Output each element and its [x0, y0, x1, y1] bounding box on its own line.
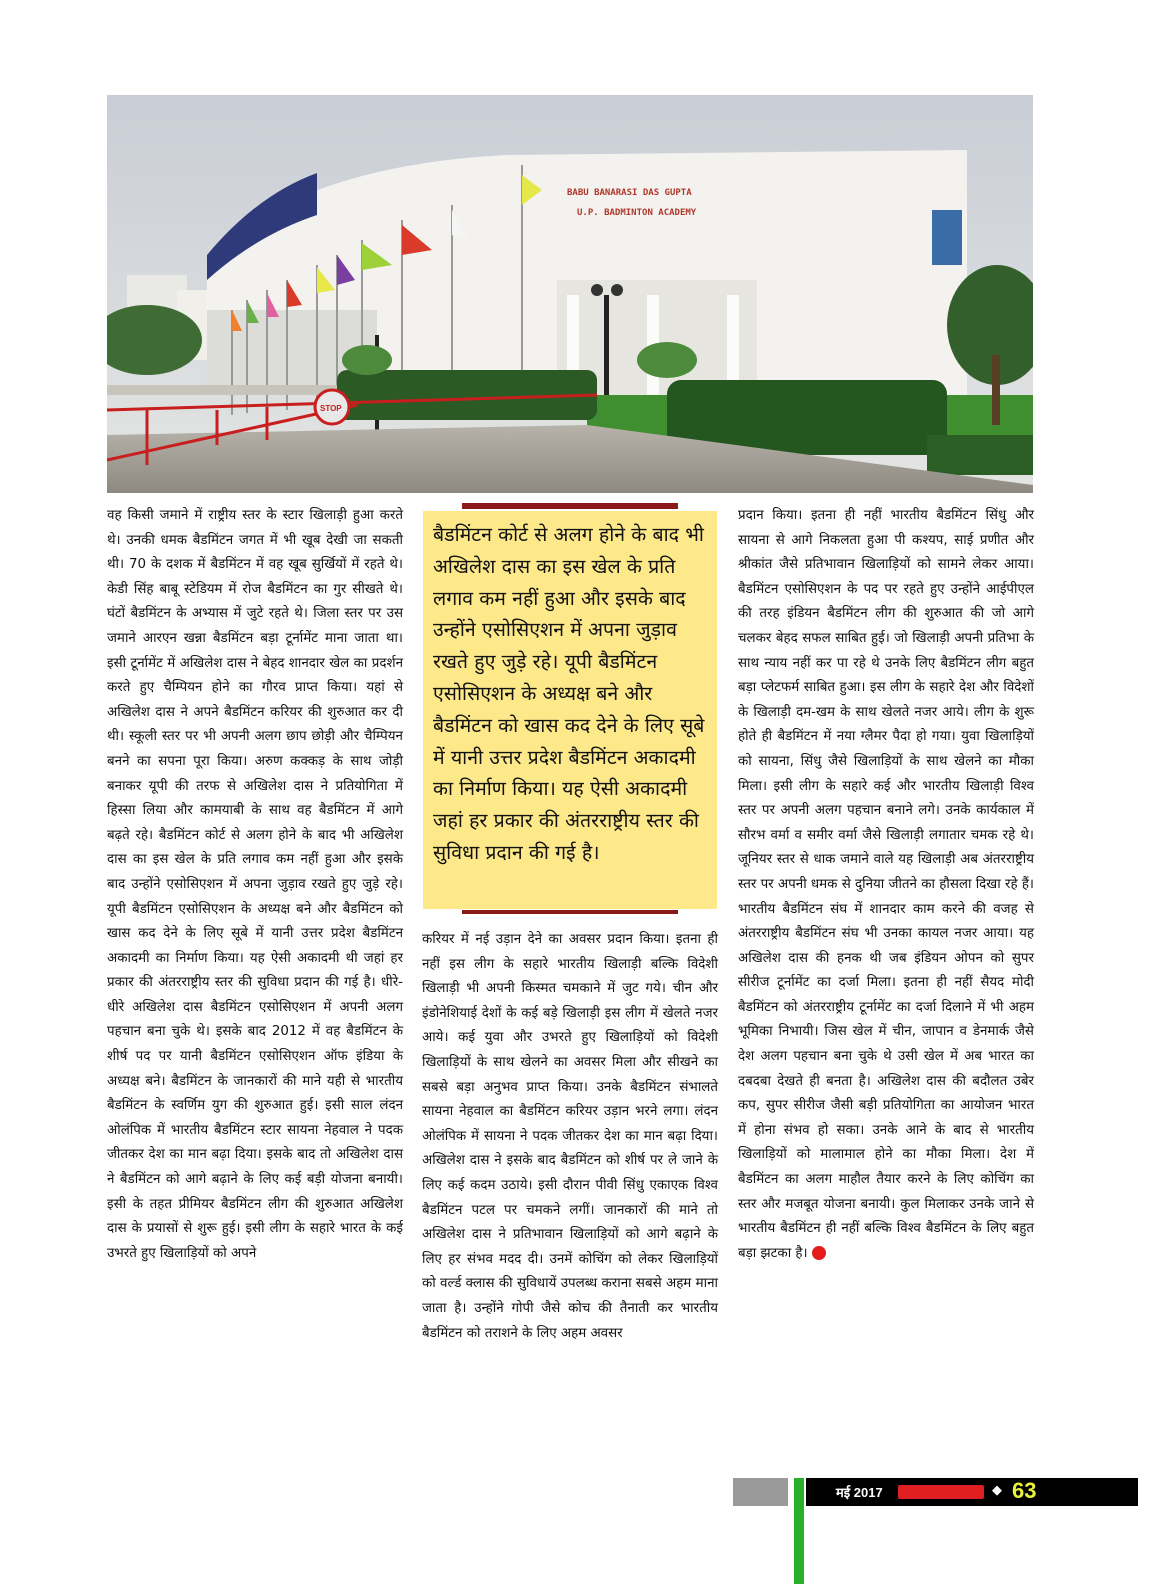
hedge	[927, 435, 1033, 475]
academy-sign-line1: BABU BANARASI DAS GUPTA	[567, 188, 692, 198]
article-text: करियर में नई उड़ान देने का अवसर प्रदान किया। इतना ही नहीं इस लीग के सहारे भारतीय खिलाड़ी बल्कि विदेशी खिलाड़ी भी अपनी किस्मत चमकाने में जुट गये। चीन और इंडोनेशियाई देशों के कई बड़े खिलाड़ी इस लीग में खेलते नजर आये। कई युवा और उभरते हुए खिलाड़ियों को विदेशी खिलाड़ियों के साथ खेलने का अवसर मिला और सीखने का सबसे बड़ा अनुभव प्राप्त किया। उनके बैडमिंटन संभालते सायना नेहवाल का बैडमिंटन करियर उड़ान भरने लगा। लंदन ओलंपिक में सायना ने पदक जीतकर देश का मान बढ़ा दिया। अखिलेश दास ने इसके बाद बैडमिंटन को शीर्ष पर ले जाने के लिए कई कदम उठाये। इसी दौरान पीवी सिंधु एकाएक विश्व बैडमिंटन पटल पर चमकने लगीं। जानकारों की माने तो अखिलेश दास ने प्रतिभावान खिलाड़ियों को आगे बढ़ाने के लिए हर संभव मदद दी। उनमें कोचिंग को लेकर खिलाड़ियों को वर्ल्ड क्लास की सुविधायें उपलब्ध कराना सबसे अहम माना जाता है। उन्होंने गोपी जैसे कोच की तैनाती कर भारतीय बैडमिंटन को तराशने के लिए अहम अवसर	[422, 932, 719, 1341]
article-text: प्रदान किया। इतना ही नहीं भारतीय बैडमिंटन सिंधु और सायना से आगे निकलता हुआ पी कश्यप, साई प्रणीत और श्रीकांत जैसे प्रतिभावान खिलाड़ियों को सामने लेकर आया। बैडमिंटन एसोसिएशन के पद पर रहते हुए उन्होंने आईपीएल की तरह इंडियन बैडमिंटन लीग की शुरुआत की जो आगे चलकर बेहद सफल साबित हुई। जो खिलाड़ी अपनी प्रतिभा के साथ न्याय नहीं कर पा रहे थे उनके लिए बैडमिंटन लीग बहुत बड़ा प्लेटफर्म साबित हुआ। इस लीग के सहारे देश और विदेशों के खिलाड़ी दम-खम के साथ खेलते नजर आये। लीग के शुरू होते ही बैडमिंटन में नया ग्लैमर पैदा हो गया। युवा खिलाड़ियों को सायना, सिंधु जैसे खिलाड़ियों के साथ खेलने का मौका मिला। इसी लीग के सहारे कई और भारतीय खिलाड़ी विश्व स्तर पर अपनी अलग पहचान बनाने लगे। उनके कार्यकाल में सौरभ वर्मा व समीर वर्मा जैसे खिलाड़ी लगातार चमक रहे थे। जूनियर स्तर से धाक जमाने वाले यह खिलाड़ी अब अंतरराष्ट्रीय स्तर पर अपनी धमक से दुनिया जीतने का हौसला दिखा रहे हैं। भारतीय बैडमिंटन संघ में शानदार काम करने की वजह से अंतरराष्ट्रीय बैडमिंटन संघ भी उनका कायल नजर आया। यह अखिलेश दास की हनक थी जब इंडियन ओपन को सुपर सीरीज टूर्नामेंट का दर्जा मिला। इतना ही नहीं सैयद मोदी बैडमिंटन को अंतरराष्ट्रीय टूर्नामेंट का दर्जा दिलाने में भी अहम भूमिका निभायी। जिस खेल में चीन, जापान व डेनमार्क जैसे देश अलग पहचान बना चुके थे उसी खेल में अब भारत का दबदबा देखते ही बनता है। अखिलेश दास की बदौलत उबेर कप, सुपर सीरीज जैसी बड़ी प्रतियोगिता का आयोजन भारत में होना संभव हो सका। उनके आने के बाद से भारतीय खिलाड़ियों को मालामाल होने का मौका मिला। देश में बैडमिंटन का अलग माहौल तैयार करने के लिए कोचिंग का स्तर और मजबूत योजना बनायी। कुल मिलाकर उनके जाने से भारतीय बैडमिंटन ही नहीं बल्कि विश्व बैडमिंटन के लिए बहुत बड़ा झटका है।	[738, 508, 1034, 1261]
article-column-3	[738, 504, 1034, 1266]
article-text: वह किसी जमाने में राष्ट्रीय स्तर के स्टार खिलाड़ी हुआ करते थे। उनकी धमक बैडमिंटन जगत में भी खूब देखी जा सकती थी। 70 के दशक में बैडमिंटन में वह खूब सुर्खियों में रहते थे। केडी सिंह बाबू स्टेडियम में रोज बैडमिंटन का गुर सीखते थे। घंटों बैडमिंटन के अभ्यास में जुटे रहते थे। जिला स्तर पर उस जमाने आरएन खन्ना बैडमिंटन बड़ा टूर्नामेंट माना जाता था। इसी टूर्नामेंट में अखिलेश दास ने बेहद शानदार खेल का प्रदर्शन करते हुए चैम्पियन होने का गौरव प्राप्त किया। यहां से अखिलेश दास ने अपने बैडमिंटन करियर की शुरुआत कर दी थी। स्कूली स्तर पर भी अपनी अलग छाप छोड़ी और चैम्पियन बनने का सपना पूरा किया। अरुण कक्कड़ के साथ जोड़ी बनाकर यूपी की तरफ से अखिलेश दास ने प्रतियोगिता में हिस्सा लिया और कामयाबी के साथ वह बैडमिंटन में आगे बढ़ते रहे। बैडमिंटन कोर्ट से अलग होने के बाद भी अखिलेश दास का इस खेल के प्रति लगाव कम नहीं हुआ और इसके बाद उन्होंने एसोसिएशन में अपना जुड़ाव रखते हुए जुड़े रहे। यूपी बैडमिंटन एसोसिएशन के अध्यक्ष बने और बैडमिंटन को खास कद देने के लिए सूबे में यानी उत्तर प्रदेश बैडमिंटन अकादमी का निर्माण किया। यह ऐसी अकादमी थी जहां हर प्रकार की अंतरराष्ट्रीय स्तर की सुविधा प्रदान की गई है। धीरे-धीरे अखिलेश दास बैडमिंटन एसोसिएशन में अपनी अलग पहचान बना चुके थे। इसके बाद 2012 में वह बैडमिंटन के शीर्ष पद पर यानी बैडमिंटन एसोसिएशन ऑफ इंडिया के अध्यक्ष बने। बैडमिंटन के जानकारों की माने यही से भारतीय बैडमिंटन के स्वर्णिम युग की शुरुआत हुई। इसी साल लंदन ओलंपिक में भारतीय बैडमिंटन स्टार सायना नेहवाल ने पदक जीतकर देश का मान बढ़ा दिया। इसके बाद तो अखिलेश दास ने बैडमिंटन को आगे बढ़ाने के लिए कई बड़ी योजना बनायी। इसी के तहत प्रीमियर बैडमिंटन लीग की शुरुआत अखिलेश दास के प्रयासों से शुरू हुई। इसी लीग के सहारे भारत के कई उभरते हुए खिलाड़ियों को अपने	[107, 508, 403, 1261]
road	[107, 385, 337, 395]
article-column-1	[107, 504, 403, 1266]
article-column-2	[422, 928, 718, 1346]
issue-date: मई 2017	[836, 1485, 883, 1500]
stop-sign-text: STOP	[320, 404, 342, 413]
page-number: 63	[1012, 1478, 1037, 1503]
academy-photo	[107, 95, 1033, 493]
academy-photo-drawing	[107, 95, 1033, 493]
footer-bar	[806, 1478, 1138, 1506]
footer-green-strip	[794, 1478, 804, 1584]
separator-icon: ◆	[992, 1482, 1002, 1497]
end-mark-icon	[812, 1246, 826, 1260]
academy-sign-line2: U.P. BADMINTON ACADEMY	[577, 208, 697, 218]
pullquote-box	[423, 511, 717, 909]
pullquote-rule-top	[462, 503, 678, 509]
palm-tree	[637, 342, 697, 378]
footer-gray-block	[733, 1478, 788, 1506]
pullquote-rule-bottom	[462, 910, 678, 914]
palm-tree	[342, 345, 392, 375]
pullquote-text: बैडमिंटन कोर्ट से अलग होने के बाद भी अखिलेश दास का इस खेल के प्रति लगाव कम नहीं हुआ और इसके बाद उन्होंने एसोसिएशन में अपना जुड़ाव रखते हुए जुड़े रहे। यूपी बैडमिंटन एसोसिएशन के अध्यक्ष बने और बैडमिंटन को खास कद देने के लिए सूबे में यानी उत्तर प्रदेश बैडमिंटन अकादमी का निर्माण किया। यह ऐसी अकादमी जहां हर प्रकार की अंतरराष्ट्रीय स्तर की सुविधा प्रदान की गई है।	[433, 523, 705, 864]
banner	[932, 210, 962, 265]
magazine-logo	[898, 1485, 984, 1499]
